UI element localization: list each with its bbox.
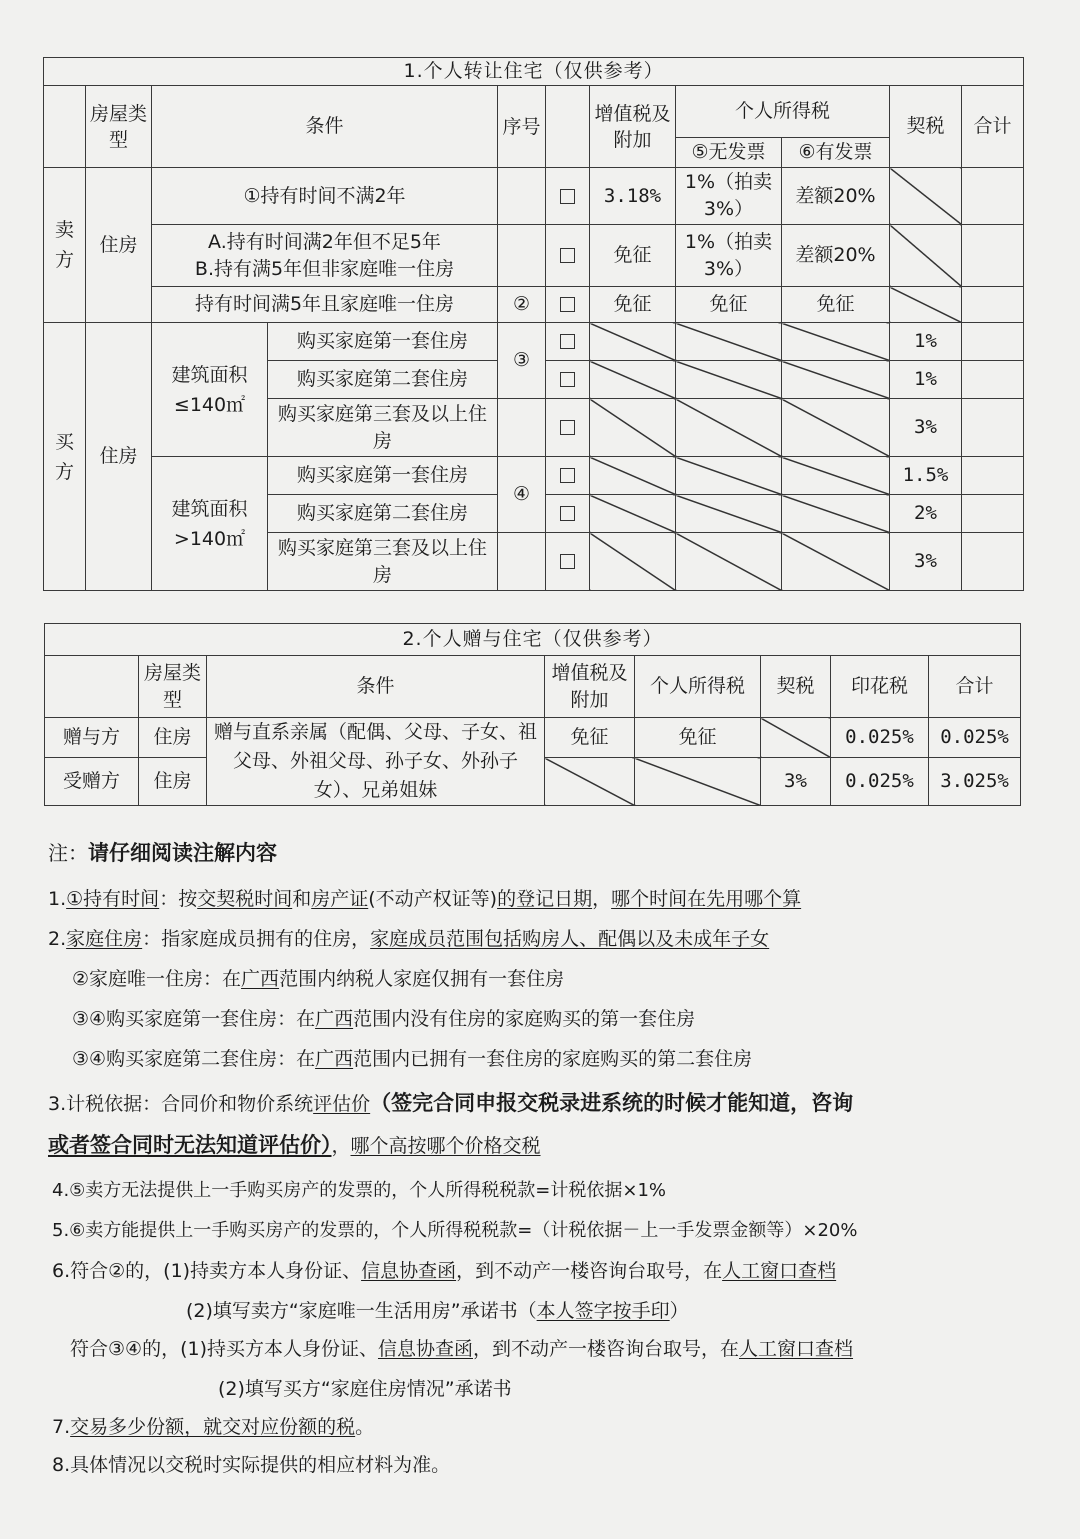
- buyer-condition-1-1: 购买家庭第一套住房: [268, 323, 498, 361]
- note-1-text-d: 和: [292, 888, 312, 910]
- buyer-condition-1-2: 购买家庭第二套住房: [268, 361, 498, 399]
- giver-income-tax: 免征: [635, 718, 761, 758]
- seller-no-invoice-2: 1%（拍卖3%）: [676, 225, 782, 287]
- receiver-stamp: 0.025%: [831, 758, 929, 806]
- header-checkbox-col: [546, 86, 590, 168]
- note-2-1-a: ②家庭唯一住房：在: [72, 968, 242, 990]
- t2-header-vat: 增值税及附加: [545, 656, 635, 718]
- note-6-3: [70, 1334, 853, 1364]
- note-1-text-h: ，: [592, 888, 612, 910]
- note-2-3-b: 广西: [315, 1048, 354, 1070]
- buyer-seq-1: ③: [498, 323, 546, 399]
- checkbox-icon[interactable]: [560, 372, 575, 387]
- note-6-e: (2)填写卖方“家庭唯一生活用房”承诺书（: [186, 1300, 537, 1322]
- note-6-4: (2)填写买方“家庭住房情况”承诺书: [218, 1378, 512, 1400]
- buyer-no-invoice-2-3: [676, 533, 782, 591]
- buyer-vat-2-2: [590, 495, 676, 533]
- note-2-1-c: 范围内纳税人家庭仅拥有一套住房: [279, 968, 565, 990]
- gift-condition: 赠与直系亲属（配偶、父母、子女、祖父母、外祖父母、孙子女、外孙子女）、兄弟姐妹: [207, 718, 545, 806]
- seller-vat-1: 3.18%: [590, 168, 676, 225]
- buyer-vat-2-1: [590, 457, 676, 495]
- buyer-has-invoice-2-2: [782, 495, 890, 533]
- note-1-text-i: 哪个时间在先用哪个算: [611, 888, 802, 910]
- seller-condition-2: [152, 225, 498, 287]
- note-6-c: ，到不动产一楼咨询台取号，在: [456, 1260, 723, 1282]
- note-2-1: [72, 964, 564, 994]
- note-3-a: 3.计税依据：合同价和物价系统: [48, 1093, 314, 1115]
- note-8: 8.具体情况以交税时实际提供的相应材料为准。: [52, 1454, 451, 1476]
- buyer-deed-2-2: 2%: [890, 495, 962, 533]
- seller-label: 卖方: [44, 168, 86, 323]
- note-2-3-a: ③④购买家庭第二套住房：在: [72, 1048, 316, 1070]
- note-2-text-c: 家庭成员范围包括购房人、配偶以及未成年子女: [370, 928, 770, 950]
- buyer-label: 买方: [44, 323, 86, 591]
- seller-deed-1: [890, 168, 962, 225]
- t2-header-deed-tax: 契税: [761, 656, 831, 718]
- note-6-g: ）: [669, 1300, 689, 1322]
- seller-total-2: [962, 225, 1024, 287]
- buyer-no-invoice-1-2: [676, 361, 782, 399]
- seller-house-type: 住房: [86, 168, 152, 323]
- buyer-total-1-3: [962, 399, 1024, 457]
- note-7-c: 。: [355, 1416, 375, 1438]
- header-house-type: 房屋类型: [86, 86, 152, 168]
- giver-label: 赠与方: [45, 718, 139, 758]
- note-1-num: 1.: [48, 888, 67, 910]
- buyer-no-invoice-2-2: [676, 495, 782, 533]
- buyer-checkbox-2-2[interactable]: [546, 495, 590, 533]
- buyer-no-invoice-2-1: [676, 457, 782, 495]
- header-condition: 条件: [152, 86, 498, 168]
- buyer-has-invoice-2-3: [782, 533, 890, 591]
- seller-checkbox-1[interactable]: [546, 168, 590, 225]
- note-1-text-f: (不动产权证等): [368, 888, 498, 910]
- seller-has-invoice-2: 差额20%: [782, 225, 890, 287]
- seller-has-invoice-1: 差额20%: [782, 168, 890, 225]
- note-2: [48, 924, 769, 954]
- seller-vat-3: 免征: [590, 287, 676, 323]
- table-personal-transfer: [43, 57, 1024, 591]
- seller-checkbox-2[interactable]: [546, 225, 590, 287]
- checkbox-icon[interactable]: [560, 189, 575, 204]
- buyer-has-invoice-1-3: [782, 399, 890, 457]
- note-6: [52, 1256, 836, 1286]
- buyer-condition-1-3: 购买家庭第三套及以上住房: [268, 399, 498, 457]
- header-income-tax: 个人所得税: [676, 86, 890, 138]
- checkbox-icon[interactable]: [560, 468, 575, 483]
- giver-total: 0.025%: [929, 718, 1021, 758]
- buyer-area-2: 建筑面积>140㎡: [152, 457, 268, 591]
- checkbox-icon[interactable]: [560, 297, 575, 312]
- buyer-checkbox-1-1[interactable]: [546, 323, 590, 361]
- buyer-total-1-1: [962, 323, 1024, 361]
- t2-header-condition: 条件: [207, 656, 545, 718]
- buyer-vat-1-3: [590, 399, 676, 457]
- buyer-deed-1-1: 1%: [890, 323, 962, 361]
- note-3: [48, 1088, 853, 1119]
- buyer-deed-1-2: 1%: [890, 361, 962, 399]
- note-6-a: 6.符合②的，(1)持卖方本人身份证、: [52, 1260, 362, 1282]
- seller-seq-2: [498, 225, 546, 287]
- note-1: [48, 884, 801, 914]
- t2-header-stamp-tax: 印花税: [831, 656, 929, 718]
- buyer-checkbox-2-1[interactable]: [546, 457, 590, 495]
- note-7: [52, 1412, 374, 1442]
- buyer-house-type: 住房: [86, 323, 152, 591]
- receiver-house-type: 住房: [139, 758, 207, 806]
- seller-seq-1: [498, 168, 546, 225]
- checkbox-icon[interactable]: [560, 554, 575, 569]
- buyer-deed-2-3: 3%: [890, 533, 962, 591]
- buyer-deed-2-1: 1.5%: [890, 457, 962, 495]
- note-2-text-b: ：指家庭成员拥有的住房，: [142, 928, 371, 950]
- note-6-2: [186, 1296, 689, 1326]
- buyer-seq-1-3: [498, 399, 546, 457]
- note-2-term: 家庭住房: [66, 928, 143, 950]
- buyer-no-invoice-1-1: [676, 323, 782, 361]
- seller-condition-1: ①持有时间不满2年: [152, 168, 498, 225]
- seller-deed-3: [890, 287, 962, 323]
- t2-header-house-type: 房屋类型: [139, 656, 207, 718]
- note-2-2-a: ③④购买家庭第一套住房：在: [72, 1008, 316, 1030]
- buyer-has-invoice-2-1: [782, 457, 890, 495]
- table2-title: 2.个人赠与住宅（仅供参考）: [45, 624, 1021, 656]
- note-6-d: 人工窗口查档: [722, 1260, 837, 1282]
- header-has-invoice: ⑥有发票: [782, 138, 890, 168]
- receiver-total: 3.025%: [929, 758, 1021, 806]
- seller-total-1: [962, 168, 1024, 225]
- seller-condition-3: 持有时间满5年且家庭唯一住房: [152, 287, 498, 323]
- note-2-1-b: 广西: [241, 968, 280, 990]
- buyer-seq-2-3: [498, 533, 546, 591]
- note-6-b: 信息协查函: [361, 1260, 457, 1282]
- giver-house-type: 住房: [139, 718, 207, 758]
- note-2-2-c: 范围内没有住房的家庭购买的第一套住房: [353, 1008, 696, 1030]
- note-3-cont: [48, 1130, 541, 1161]
- table-personal-gift: [44, 623, 1021, 806]
- buyer-vat-2-3: [590, 533, 676, 591]
- header-no-invoice: ⑤无发票: [676, 138, 782, 168]
- note-2-2: [72, 1004, 695, 1034]
- t2-header-total: 合计: [929, 656, 1021, 718]
- seller-total-3: [962, 287, 1024, 323]
- notes-heading-text: 请仔细阅读注解内容: [88, 841, 277, 865]
- buyer-condition-2-3: 购买家庭第三套及以上住房: [268, 533, 498, 591]
- t2-header-blank: [45, 656, 139, 718]
- header-vat: 增值税及附加: [590, 86, 676, 168]
- seller-seq-3: ②: [498, 287, 546, 323]
- note-6-k: 人工窗口查档: [739, 1338, 854, 1360]
- checkbox-icon[interactable]: [560, 248, 575, 263]
- seller-condition-2a: A.持有时间满2年但不足5年: [208, 230, 441, 253]
- buyer-no-invoice-1-3: [676, 399, 782, 457]
- seller-deed-2: [890, 225, 962, 287]
- receiver-label: 受赠方: [45, 758, 139, 806]
- buyer-checkbox-1-3[interactable]: [546, 399, 590, 457]
- checkbox-icon[interactable]: [560, 334, 575, 349]
- note-5: 5.⑥卖方能提供上一手购买房产的发票的，个人所得税税款=（计税依据－上一手发票金额等）×20%: [52, 1220, 858, 1241]
- note-7-a: 7.: [52, 1416, 71, 1438]
- note-3-b: 评估价: [313, 1093, 371, 1115]
- notes-heading-prefix: 注：: [48, 841, 88, 865]
- seller-condition-2b: B.持有满5年但非家庭唯一住房: [194, 257, 455, 280]
- receiver-vat: [545, 758, 635, 806]
- note-2-2-b: 广西: [315, 1008, 354, 1030]
- note-3-d: 或者签合同时无法知道评估价）: [48, 1133, 332, 1157]
- seller-vat-2: 免征: [590, 225, 676, 287]
- checkbox-icon[interactable]: [560, 506, 575, 521]
- buyer-total-2-1: [962, 457, 1024, 495]
- header-total: 合计: [962, 86, 1024, 168]
- buyer-condition-2-2: 购买家庭第二套住房: [268, 495, 498, 533]
- buyer-vat-1-1: [590, 323, 676, 361]
- buyer-vat-1-2: [590, 361, 676, 399]
- note-4: 4.⑤卖方无法提供上一手购买房产的发票的，个人所得税税款=计税依据×1%: [52, 1180, 667, 1201]
- note-7-b: 交易多少份额，就交对应份额的税: [70, 1416, 356, 1438]
- seller-has-invoice-3: 免征: [782, 287, 890, 323]
- buyer-checkbox-2-3[interactable]: [546, 533, 590, 591]
- buyer-has-invoice-1-1: [782, 323, 890, 361]
- buyer-total-2-2: [962, 495, 1024, 533]
- note-3-f: 哪个高按哪个价格交税: [350, 1135, 541, 1157]
- note-2-num: 2.: [48, 928, 67, 950]
- header-seq: 序号: [498, 86, 546, 168]
- buyer-condition-2-1: 购买家庭第一套住房: [268, 457, 498, 495]
- table1-title: 1.个人转让住宅（仅供参考）: [44, 58, 1024, 86]
- receiver-income-tax: [635, 758, 761, 806]
- note-6-f: 本人签字按手印: [536, 1300, 670, 1322]
- buyer-total-2-3: [962, 533, 1024, 591]
- note-1-term: ①持有时间: [66, 888, 160, 910]
- checkbox-icon[interactable]: [560, 420, 575, 435]
- seller-no-invoice-3: 免征: [676, 287, 782, 323]
- note-3-e: ，: [331, 1135, 351, 1157]
- note-1-text-g: 的登记日期: [497, 888, 593, 910]
- giver-vat: 免征: [545, 718, 635, 758]
- note-2-3: [72, 1044, 752, 1074]
- receiver-deed: 3%: [761, 758, 831, 806]
- buyer-has-invoice-1-2: [782, 361, 890, 399]
- notes-heading: [48, 838, 277, 868]
- note-1-text-c: 交契税时间: [197, 888, 293, 910]
- note-1-text-e: 房产证: [311, 888, 369, 910]
- buyer-area-1: 建筑面积≤140㎡: [152, 323, 268, 457]
- buyer-total-1-2: [962, 361, 1024, 399]
- note-6-h: 符合③④的，(1)持买方本人身份证、: [70, 1338, 378, 1360]
- note-3-c: （签完合同申报交税录进系统的时候才能知道，咨询: [370, 1091, 854, 1115]
- t2-header-income-tax: 个人所得税: [635, 656, 761, 718]
- giver-stamp: 0.025%: [831, 718, 929, 758]
- note-2-3-c: 范围内已拥有一套住房的家庭购买的第二套住房: [353, 1048, 753, 1070]
- buyer-checkbox-1-2[interactable]: [546, 361, 590, 399]
- giver-deed: [761, 718, 831, 758]
- note-6-j: ，到不动产一楼咨询台取号，在: [473, 1338, 740, 1360]
- note-1-text-b: ：按: [159, 888, 198, 910]
- note-6-i: 信息协查函: [377, 1338, 473, 1360]
- seller-no-invoice-1: 1%（拍卖3%）: [676, 168, 782, 225]
- buyer-deed-1-3: 3%: [890, 399, 962, 457]
- seller-checkbox-3[interactable]: [546, 287, 590, 323]
- buyer-seq-2: ④: [498, 457, 546, 533]
- header-blank: [44, 86, 86, 168]
- header-deed-tax: 契税: [890, 86, 962, 168]
